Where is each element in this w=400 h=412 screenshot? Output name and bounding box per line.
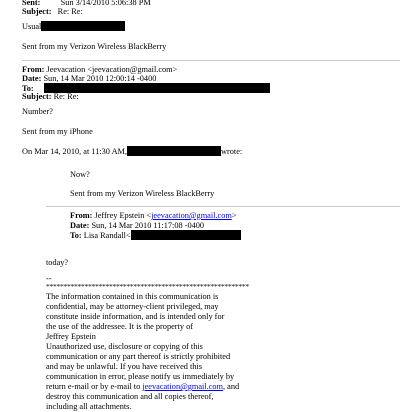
- date-label: Date:: [22, 74, 42, 83]
- msg2-quoted-signature: Sent from my Verizon Wireless BlackBerry: [70, 189, 215, 198]
- msg2-quoted-body: Now?: [70, 170, 90, 179]
- msg3-body: today?: [46, 258, 69, 267]
- from-email-link[interactable]: jeevacation@gmail.com: [151, 211, 232, 220]
- disclaimer-line: confidential, may be attorney-client privileged, may: [46, 302, 219, 311]
- to-label: To:: [22, 84, 34, 93]
- disclaimer-line: destroy this communication and all copies thereof,: [46, 392, 214, 401]
- date-label: Date:: [70, 221, 90, 230]
- disclaimer-text: , and: [222, 382, 240, 391]
- sent-value: Sun 3/14/2010 5:06:38 PM: [60, 0, 151, 7]
- to-label: To:: [70, 231, 82, 240]
- msg1-greeting: [22, 21, 125, 32]
- disclaimer-text: return e-mail or by e-mail to: [46, 382, 143, 391]
- disclaimer-line: The information contained in this communication is: [46, 292, 219, 301]
- msg1-subject-row: [22, 7, 83, 17]
- disclaimer-line: [46, 382, 356, 392]
- msg2-subject-row: [22, 92, 79, 102]
- disclaimer-line: communication in error, please notify us immediately by: [46, 372, 235, 381]
- msg3-to-row: [70, 230, 241, 241]
- redaction-block: [131, 230, 241, 240]
- quote-intro-text: On Mar 14, 2010, at 11:30 AM,: [22, 147, 128, 156]
- msg2-quote-intro: [22, 146, 242, 157]
- from-label: From:: [22, 65, 45, 74]
- from-label: From:: [70, 211, 93, 220]
- msg2-body: Number?: [22, 107, 53, 116]
- msg3-sig-stars: **********************************************************: [46, 282, 249, 291]
- sent-label: Sent:: [22, 0, 41, 7]
- disclaimer-line: Unauthorized use, disclosure or copying of this: [46, 342, 203, 351]
- disclaimer-email-link[interactable]: jeevacation@gmail.com: [142, 382, 223, 391]
- msg3-from-row: [70, 211, 236, 221]
- quote-intro-end: wrote:: [221, 147, 243, 156]
- from-name: Jeffrey Epstein <: [94, 211, 152, 220]
- disclaimer-line: the use of the addressee. It is the property of: [46, 322, 193, 331]
- redaction-block: [41, 21, 125, 31]
- greeting-text: Usual: [22, 22, 42, 31]
- disclaimer-line: and may be unlawful. If you have received this: [46, 362, 202, 371]
- disclaimer-line: including all attachments.: [46, 402, 132, 411]
- from-close: >: [231, 211, 237, 220]
- subject-label: Subject:: [22, 92, 52, 101]
- disclaimer-line: Jeffrey Epstein: [46, 332, 96, 341]
- msg3-sig-dash: --: [46, 274, 52, 283]
- date-value: Sun, 14 Mar 2010 12:00:14 -0400: [43, 74, 157, 83]
- subject-value: Re: Re:: [57, 7, 83, 16]
- subject-value: Re: Re:: [53, 92, 79, 101]
- divider: [22, 60, 400, 61]
- from-value: Jeevacation <jeevacation@gmail.com>: [46, 65, 178, 74]
- disclaimer: [46, 292, 356, 412]
- disclaimer-line: communication or any part thereof is strictly prohibited: [46, 352, 231, 361]
- date-value: Sun, 14 Mar 2010 11:17:08 -0400: [91, 221, 205, 230]
- to-value: Lisa Randall<: [83, 231, 131, 240]
- disclaimer-line: constitute inside information, and is intended only for: [46, 312, 225, 321]
- divider: [46, 206, 400, 207]
- msg1-signature: Sent from my Verizon Wireless BlackBerry: [22, 42, 167, 51]
- subject-label: Subject:: [22, 7, 52, 16]
- msg2-signature: Sent from my iPhone: [22, 127, 93, 136]
- redaction-block: [127, 146, 221, 156]
